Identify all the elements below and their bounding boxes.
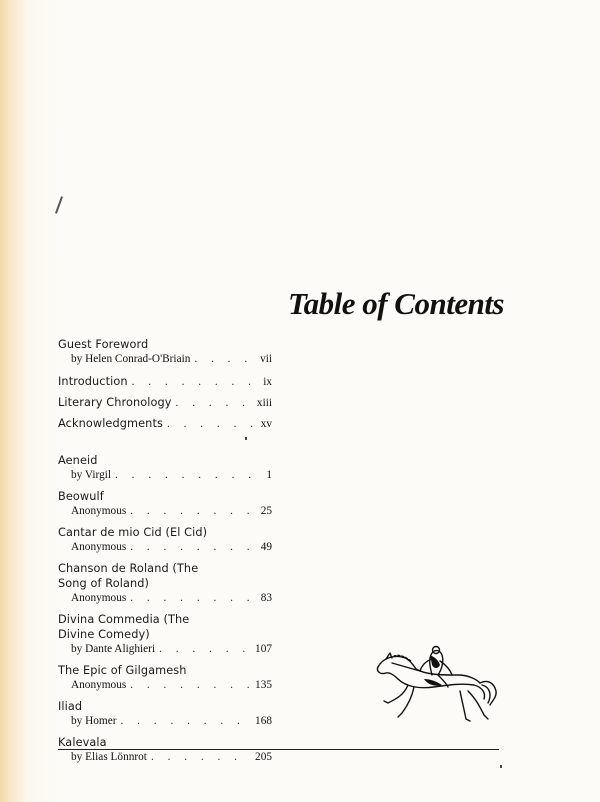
toc-entry-page: vii: [260, 353, 272, 365]
toc-entry-title: Cantar de mio Cid (El Cid): [58, 526, 208, 539]
leader-dots: [167, 417, 257, 432]
toc-entry[interactable]: [58, 337, 272, 367]
horse-and-rider-illustration: [372, 645, 502, 725]
leader-dots: [115, 468, 262, 483]
toc-entry-page: xv: [260, 418, 272, 430]
toc-entry-byline: by Dante Alighieri: [71, 643, 156, 655]
leader-dots: [176, 396, 253, 411]
leader-dots: [151, 750, 251, 765]
toc-entry-byline: by Virgil: [71, 469, 112, 481]
toc-entry[interactable]: [58, 525, 272, 555]
toc-entry-title: The Epic of Gilgamesh: [58, 664, 187, 677]
toc-entry[interactable]: [58, 735, 272, 765]
toc-entry-byline: Anonymous: [71, 679, 127, 691]
page-speck: [500, 765, 502, 768]
toc-entry[interactable]: [58, 416, 272, 432]
toc-entry-title: Literary Chronology: [58, 396, 172, 409]
toc-entry-title: Divina Commedia (The Divine Comedy): [58, 613, 190, 641]
toc-entry-byline: by Elias Lönnrot: [71, 751, 147, 763]
toc-entry-page: 83: [260, 592, 272, 604]
page-title: Table of Contents: [288, 286, 504, 321]
toc-entry-title: Kalevala: [58, 736, 107, 749]
leader-dots: [130, 504, 256, 519]
page-speck: [245, 437, 247, 440]
toc-entry-byline: Anonymous: [71, 592, 127, 604]
toc-entry-page: xiii: [256, 397, 272, 409]
leader-dots: [130, 540, 256, 555]
toc-entry[interactable]: [58, 453, 272, 483]
leader-dots: [130, 678, 251, 693]
toc-entry[interactable]: [58, 612, 272, 657]
toc-entry[interactable]: [58, 395, 272, 411]
toc-entry-page: 25: [260, 505, 272, 517]
toc-entry-page: 205: [255, 751, 272, 763]
toc-entry-byline: by Homer: [71, 715, 117, 727]
toc-entry-title: Chanson de Roland (The Song of Roland): [58, 562, 199, 590]
toc-entry[interactable]: [58, 489, 272, 519]
toc-entry-page: 1: [266, 469, 272, 481]
page-speck: [55, 196, 63, 214]
toc-entry-page: 49: [260, 541, 272, 553]
toc-entry-title: Iliad: [58, 700, 83, 713]
toc-front-matter: [58, 337, 272, 432]
toc-entry[interactable]: [58, 699, 272, 729]
toc-entry[interactable]: [58, 374, 272, 390]
leader-dots: [159, 642, 251, 657]
toc-entry[interactable]: [58, 663, 272, 693]
toc-entry-title: Aeneid: [58, 454, 98, 467]
bottom-rule: [58, 749, 499, 750]
toc-entry-byline: Anonymous: [71, 505, 127, 517]
toc-entry-byline: by Helen Conrad-O'Briain: [71, 353, 191, 365]
toc-entry-page: ix: [263, 376, 272, 388]
toc-entry-page: 168: [255, 715, 272, 727]
leader-dots: [132, 375, 260, 390]
toc-works: [58, 453, 272, 765]
toc-entry[interactable]: [58, 561, 272, 606]
leader-dots: [194, 352, 256, 367]
toc-entry-byline: Anonymous: [71, 541, 127, 553]
toc-entry-title: Acknowledgments: [58, 417, 163, 430]
leader-dots: [121, 714, 252, 729]
toc-entry-title: Beowulf: [58, 490, 104, 503]
toc-entry-page: 107: [255, 643, 272, 655]
toc-entry-title: Introduction: [58, 375, 128, 388]
toc-entry-title: Guest Foreword: [58, 338, 149, 351]
leader-dots: [130, 591, 256, 606]
toc-entry-page: 135: [255, 679, 272, 691]
